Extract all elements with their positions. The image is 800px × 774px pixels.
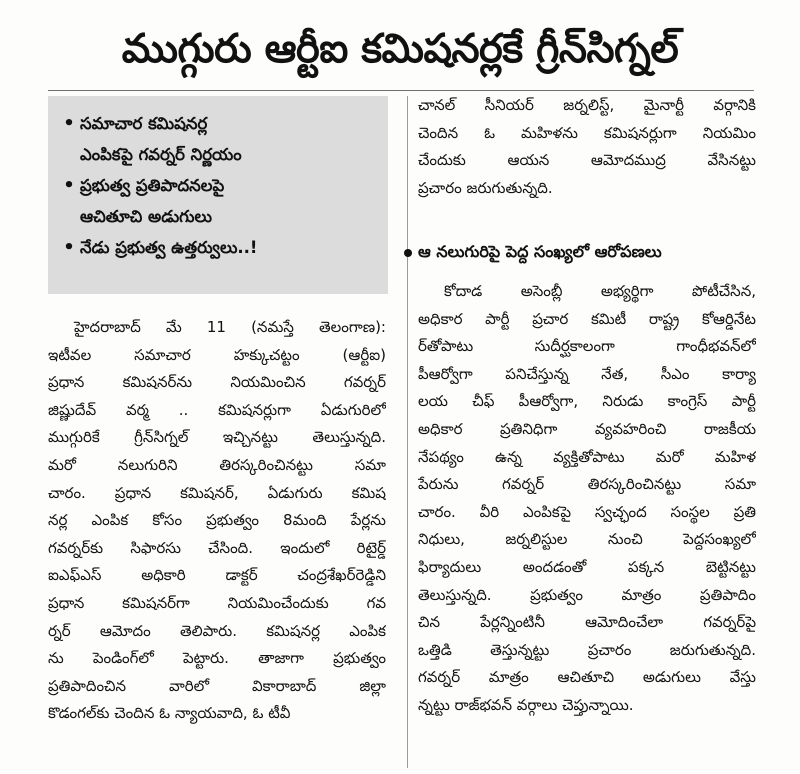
column-divider [407,96,408,768]
text-line: ప్రధాన కమిషనర్‌ను నియమించిన గవర్నర్‌ [48,373,386,392]
text-line: ర్నర్‌ ఆమోదం తెలిపారు. కమిషనర్ల ఎంపిక [48,621,386,640]
highlight-item [58,108,388,170]
left-body-text [48,314,386,728]
text-line: గవర్నర్‌కు సిఫారసు చేసింది. ఇందులో రిటైర్డ్‌ [48,538,386,557]
bullet-icon: • [63,237,75,258]
text-line: పేరును గవర్నర్‌ తిరస్కరించినట్టు సమా [418,475,756,494]
subheading [404,238,758,266]
text-line: అధికార ప్రతినిధిగా వ్యవహరించి రాజకీయ [418,419,756,438]
highlight-line: ఎంపికపై గవర్నర్‌ నిర్ణయం [80,145,242,164]
text-line: చెందిన ఓ మహిళను కమిషనర్లుగా నియమిం [418,123,756,142]
text-line: చిన పేర్లన్నింటినీ ఆమోదించేలా గవర్నర్‌పై [418,613,756,632]
right-paragraph-2 [418,278,756,720]
text-line: నర్ల ఎంపిక కోసం ప్రభుత్వం 8మంది పేర్లను [48,511,386,530]
text-line: ఇటీవల సమాచార హక్కుచట్టం (ఆర్టీఐ) [48,345,386,364]
highlight-line: ఆచితూచి అడుగులు [80,207,212,226]
text-line: ను పెండింగ్‌లో పెట్టారు. తాజాగా ప్రభుత్వం [48,649,386,668]
highlight-item [58,170,388,232]
text-line: చారం. వీరి ఎంపికపై స్వచ్ఛంద సంస్థల ప్రతి [418,502,756,521]
text-line: హైదరాబాద్‌ మే 11 (నమస్తే తెలంగాణ): [74,318,386,336]
text-line: నిధులు, జర్నలిస్టుల నుంచి పెద్దసంఖ్యలో [418,530,756,549]
left-column [48,96,398,294]
highlights-box [48,96,388,294]
highlight-line: సమాచార కమిషనర్ల [80,114,208,133]
right-paragraph-1 [418,92,756,202]
text-line: ర్‌తోపాటు సుదీర్ఘకాలంగా గాంధీభవన్‌లో [418,337,756,356]
highlight-line: నేడు ప్రభుత్వ ఉత్తర్వులు..! [80,238,258,257]
text-line: ప్రధాన కమిషనర్‌గా నియమించేందుకు గవ [48,593,386,612]
headline-rule [48,90,754,91]
text-line: గవర్నర్‌ మాత్రం ఆచితూచి అడుగులు వేస్తు [418,668,756,687]
bullet-icon: • [63,113,75,134]
bullet-icon [404,249,412,257]
text-line: చారం. ప్రధాన కమిషనర్‌, ఏడుగురు కమిష [48,483,386,502]
text-line: చానల్‌ సీనియర్‌ జర్నలిస్ట్‌, మైనార్టీ వర్గానికి [418,96,756,114]
text-line: ప్రచారం జరుగుతున్నది. [418,178,553,197]
text-line: అధికార పార్టీ ప్రచార కమిటీ రాష్ట్ర కోఆర్డినేట [418,309,756,328]
text-line: నేపథ్యం ఉన్న వ్యక్తితోపాటు మరో మహిళ [418,447,756,466]
text-line: ఐఎఫ్‌ఎస్‌ అధికారి డాక్టర్‌ చంద్రశేఖర్‌రెడ్డిని [48,566,386,585]
text-line: పీఆర్వోగా పనిచేస్తున్న నేత, సీఎం కార్యా [418,364,756,383]
text-line: జిష్ణుదేవ్‌ వర్మ .. కమిషనర్లుగా ఏడుగురిలో [48,400,386,419]
text-line: ఒత్తిడి తెస్తున్నట్టు ప్రచారం జరుగుతున్నది. [418,640,756,659]
bullet-icon: • [63,175,75,196]
text-line: కొడంగల్‌కు చెందిన ఓ న్యాయవాది, ఓ టీవీ [48,704,291,723]
text-line: ప్రతిపాదించిన వారిలో వికారాబాద్‌ జిల్లా [48,676,386,695]
subheading-text: ఆ నలుగురిపై పెద్ద సంఖ్యలో ఆరోపణలు [418,242,662,261]
text-line: ముగ్గురికే గ్రీన్‌సిగ్నల్‌ ఇచ్చినట్టు తెలుస్తున్నది. [48,428,386,447]
text-line: మరో నలుగురిని తిరస్కరించినట్టు సమా [48,455,386,474]
text-line: కోదాడ అసెంబ్లీ అభ్యర్థిగా పోటీచేసిన, [444,282,756,300]
highlight-line: ప్రభుత్వ ప్రతిపాదనలపై [80,176,225,195]
text-line: తెలుస్తున్నది. ప్రభుత్వం మాత్రం ప్రతిపాదిం [418,585,756,604]
text-line: చేందుకు ఆయన ఆమోదముద్ర వేసినట్టు [418,151,756,170]
highlight-item [58,232,388,263]
text-line: న్నట్టు రాజ్‌భవన్‌ వర్గాలు చెప్తున్నాయి. [418,695,634,714]
headline: ముగ్గురు ఆర్టీఐ కమిషనర్లకే గ్రీన్‌సిగ్నల్‌ [121,26,679,72]
text-line: ఫిర్యాదులు అందడంతో పక్కన బెట్టినట్టు [418,557,756,576]
text-line: లయ చీఫ్‌ పీఆర్వోగా, నిరుడు కాంగ్రెస్‌ పార్టీ [418,392,756,411]
